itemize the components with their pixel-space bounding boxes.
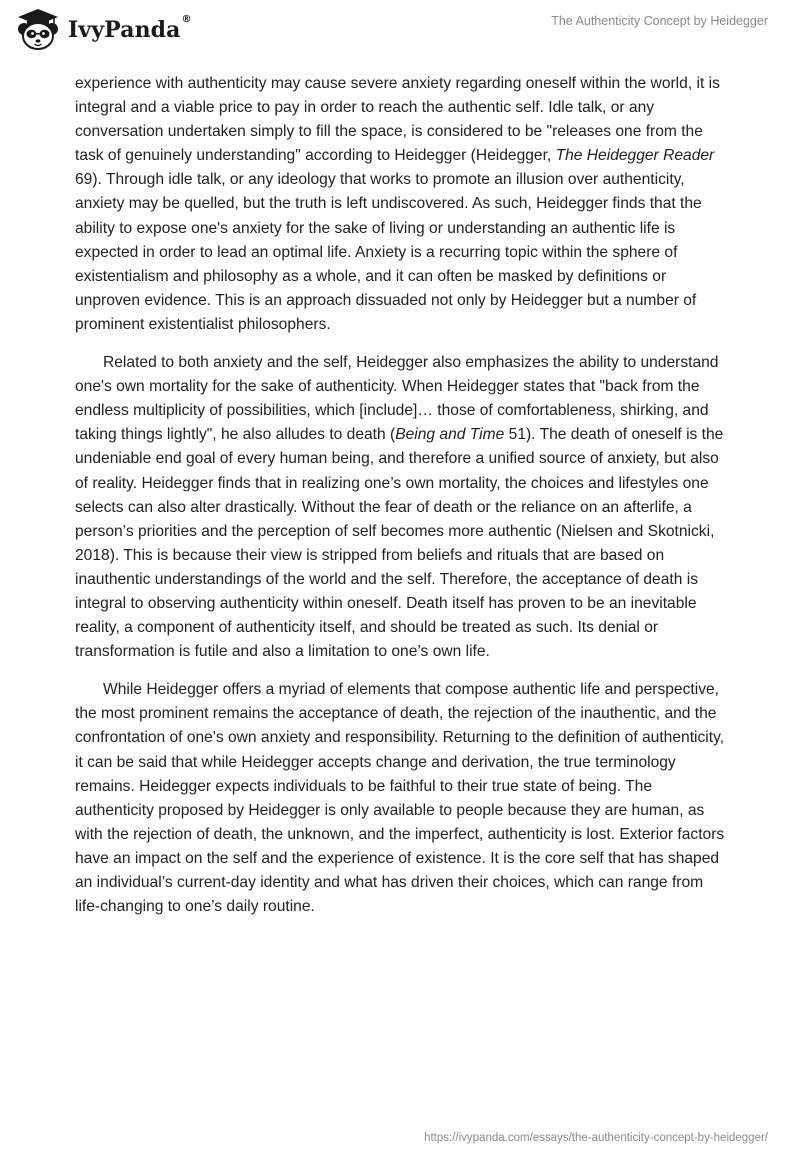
document-title: The Authenticity Concept by Heidegger [551,14,768,28]
paragraph-text: While Heidegger offers a myriad of elements that compose authentic life and perspective, the most prominent remains the acceptance of death, the rejection of the inauthentic, and the confrontation of one's own anxiety and responsibility. Returning to the definition of authenticity, it can be said that while Heidegger accepts change and derivation, the true terminology remains. Heidegger expects individuals to be faithful to their true state of being. The authenticity proposed by Heidegger is only available to people because they are human, as with the rejection of death, the unknown, and the imperfect, authenticity is lost. Exterior factors have an impact on the self and the experience of existence. It is the core self that has shaped an individual’s current-day identity and what has driven their choices, which can range from life-changing to one’s daily routine. [75,681,725,916]
source-url: https://ivypanda.com/essays/the-authenticity-concept-by-heidegger/ [424,1132,768,1144]
essay-paragraph [75,351,725,664]
paragraph-text: 69). Through idle talk, or any ideology that works to promote an illusion over authenticity, anxiety may be quelled, but the truth is left undiscovered. As such, Heidegger finds that the ability to expose one's anxiety for the sake of living or understanding an authentic life is expected in order to lead an optimal life. Anxiety is a recurring topic within the sphere of existentialism and philosophy as a whole, and it can often be masked by definitions or unproven evidence. This is an approach dissuaded not only by Heidegger but a number of prominent existentialist philosophers. [75,171,702,333]
essay-body [75,72,725,933]
book-title: Being and Time [395,426,505,444]
page-header [0,0,800,64]
essay-paragraph [75,72,725,337]
book-title: The Heidegger Reader [555,147,715,165]
paragraph-text: 51). The death of oneself is the undeniable end goal of every human being, and therefore a unified source of anxiety, but also of reality. Heidegger finds that in realizing one’s own mortality, the choices and lifestyles one selects can also alter drastically. Without the fear of death or the reliance on an afterlife, a person’s priorities and the perception of self becomes more authentic (Nielsen and Skotnicki, 2018). This is because their view is stripped from beliefs and rituals that are based on inauthentic understandings of the world and the self. Therefore, the acceptance of death is integral to observing authenticity within oneself. Death itself has proven to be an inevitable reality, a component of authenticity itself, and should be treated as such. Its denial or transformation is futile and also a limitation to one’s own life. [75,426,724,661]
panda-icon [14,7,62,51]
ivypanda-logo[interactable] [14,7,192,51]
paragraph-text: experience with authenticity may cause severe anxiety regarding oneself within the world, it is integral and a viable price to pay in order to reach the authentic self. Idle talk, or any conversation undertaken simply to fill the space, is considered to be "releases one from the task of genuinely understanding" according to Heidegger (Heidegger, [75,75,720,165]
essay-paragraph [75,678,725,919]
paragraph-text: Related to both anxiety and the self, Heidegger also emphasizes the ability to understand one's own mortality for the sake of authenticity. When Heidegger states that "back from the endless multiplicity of possibilities, which [include]… those of comfortableness, shirking, and taking things lightly", he also alludes to death ( [75,354,719,444]
logo-text: IvyPanda® [68,14,192,43]
